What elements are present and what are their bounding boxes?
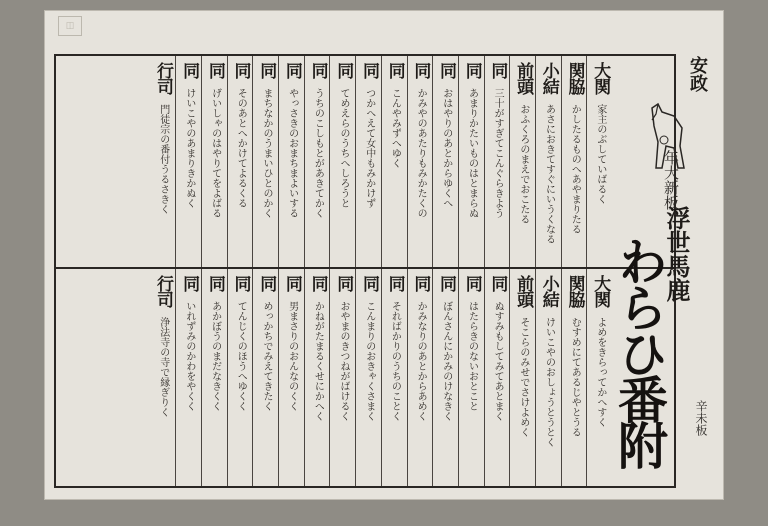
rank-label: 同 xyxy=(281,62,302,78)
ranking-column xyxy=(432,56,458,267)
entry-text: けいこやのあまりきかぬく xyxy=(183,88,195,208)
rank-label: 同 xyxy=(436,275,457,291)
entry-text: よめをきらってかへすく xyxy=(594,317,606,427)
ranking-column xyxy=(586,56,612,267)
ranking-column xyxy=(484,56,510,267)
entry-text: あまりかたいものはとまらぬ xyxy=(466,88,478,218)
rank-label: 前頭 xyxy=(513,275,534,307)
entry-text: あかぼうのまだなきくく xyxy=(209,301,221,411)
rank-label: 同 xyxy=(487,275,508,291)
rank-label: 同 xyxy=(436,62,457,78)
ranking-frame xyxy=(54,54,691,488)
rank-label: 同 xyxy=(256,62,277,78)
entry-text: かねがたまるくせにかへく xyxy=(312,301,324,421)
ranking-column xyxy=(329,56,355,267)
rank-label: 同 xyxy=(487,62,508,78)
rank-label: 同 xyxy=(410,275,431,291)
entry-text: 三十がすぎてこんぐらきよう xyxy=(492,88,504,218)
ranking-column xyxy=(458,56,484,267)
ranking-column xyxy=(561,56,587,267)
entry-text: げいしゃのはやりてをよばる xyxy=(209,88,221,218)
ranking-column xyxy=(509,56,535,267)
entry-text: 家主のぶしていばるく xyxy=(594,104,606,204)
rank-label: 行司 xyxy=(152,62,173,94)
rank-label: 同 xyxy=(307,275,328,291)
ranking-column xyxy=(252,269,278,486)
ranking-column xyxy=(175,269,201,486)
rank-label: 同 xyxy=(358,275,379,291)
ranking-column xyxy=(458,269,484,486)
rank-label: 同 xyxy=(358,62,379,78)
entry-text: 男まさりのおんなのくく xyxy=(286,301,298,411)
rank-label: 関脇 xyxy=(564,62,585,94)
ranking-column xyxy=(252,56,278,267)
rank-label: 同 xyxy=(333,275,354,291)
title-prefix: 浮世馬鹿 xyxy=(662,206,691,302)
ranking-column xyxy=(535,269,561,486)
entry-text: てめえらのうちへしろうと xyxy=(338,88,350,208)
entry-text: かみなりのあとからあめく xyxy=(415,301,427,421)
ranking-column xyxy=(355,56,381,267)
ranking-column xyxy=(484,269,510,486)
ranking-column xyxy=(329,269,355,486)
entry-text: 浄法寺の寺で縁ぎりく xyxy=(157,317,169,417)
entry-text: はたらきのないおとこと xyxy=(466,301,478,411)
top-ranking-row xyxy=(56,56,674,267)
ranking-column xyxy=(150,269,176,486)
entry-text: めっかちでみえてきたく xyxy=(260,301,272,411)
era-label: 安政 xyxy=(687,56,708,92)
ranking-column xyxy=(535,56,561,267)
rank-label: 小結 xyxy=(538,275,559,307)
entry-text: けいこやのおしょうとうとく xyxy=(543,317,555,447)
entry-text: こんまりのおきゃくさまく xyxy=(363,301,375,421)
title-block xyxy=(610,206,691,526)
rank-label: 同 xyxy=(179,62,200,78)
title-main: わらひ番附 xyxy=(610,236,669,466)
entry-text: あさにおきてすぐにいうくなる xyxy=(543,104,555,244)
seal-stamp-icon: ◫ xyxy=(58,16,82,36)
entry-text: うちのこしもとがあきてかく xyxy=(312,88,324,218)
entry-text: そればかりのうちのことく xyxy=(389,301,401,421)
entry-text: つかへえて女中もみかけず xyxy=(363,88,375,208)
entry-text: まちなかのうまいひとのかく xyxy=(260,88,272,218)
rank-label: 同 xyxy=(256,275,277,291)
rank-label: 同 xyxy=(384,62,405,78)
rank-label: 大関 xyxy=(590,62,611,94)
rank-label: 行司 xyxy=(152,275,173,307)
rank-label: 同 xyxy=(230,275,251,291)
rank-label: 関脇 xyxy=(564,275,585,307)
rank-label: 同 xyxy=(204,62,225,78)
entry-text: そこらのみせでさけよめく xyxy=(517,317,529,437)
entry-text: やっさきのおまちまよいする xyxy=(286,88,298,218)
rank-label: 小結 xyxy=(538,62,559,94)
ranking-column xyxy=(175,56,201,267)
rank-label: 同 xyxy=(410,62,431,78)
entry-text: おやまのきつねがばけるく xyxy=(338,301,350,421)
ranking-column xyxy=(278,56,304,267)
ranking-column xyxy=(278,269,304,486)
rank-label: 同 xyxy=(307,62,328,78)
ranking-column xyxy=(381,56,407,267)
entry-text: そのあとへかけてよるくる xyxy=(235,88,247,208)
rank-label: 同 xyxy=(384,275,405,291)
entry-text: こんやみずへゆく xyxy=(389,88,401,168)
ranking-column xyxy=(432,269,458,486)
entry-text: おはやりのあとからゆくへ xyxy=(440,88,452,208)
ranking-column xyxy=(407,269,433,486)
publisher-mark: 辛未板 xyxy=(694,400,708,436)
ranking-column xyxy=(381,269,407,486)
publication-note: 年大新板 xyxy=(662,150,680,210)
entry-text: おふくろのまえでおこたる xyxy=(517,104,529,224)
entry-text: いれずみのかわをやくく xyxy=(183,301,195,411)
ranking-column xyxy=(201,56,227,267)
rank-label: 同 xyxy=(204,275,225,291)
entry-text: てんじくのほうへゆくく xyxy=(235,301,247,411)
ranking-column xyxy=(509,269,535,486)
rank-label: 同 xyxy=(461,275,482,291)
rank-label: 同 xyxy=(333,62,354,78)
rank-label: 同 xyxy=(281,275,302,291)
entry-text: かしたるものへあやまりたる xyxy=(569,104,581,234)
woodblock-sheet xyxy=(44,10,724,500)
entry-text: ぬすみもしてみてあとまく xyxy=(492,301,504,421)
ranking-column xyxy=(561,269,587,486)
horse-illustration-icon xyxy=(644,102,688,174)
bottom-ranking-row xyxy=(56,269,674,486)
ranking-column xyxy=(227,269,253,486)
ranking-column xyxy=(201,269,227,486)
rank-label: 同 xyxy=(230,62,251,78)
entry-text: かみやのあたりもみかたくの xyxy=(415,88,427,218)
ranking-column xyxy=(407,56,433,267)
rank-label: 大関 xyxy=(590,275,611,307)
ranking-column xyxy=(304,269,330,486)
ranking-column xyxy=(586,269,612,486)
ranking-column xyxy=(304,56,330,267)
entry-text: ぼんさんにかみのけなきく xyxy=(440,301,452,421)
ranking-column xyxy=(150,56,176,267)
entry-text: むすめにてあるじやとうる xyxy=(569,317,581,437)
entry-text: 門徒宗の番付うるさきく xyxy=(157,104,169,214)
rank-label: 同 xyxy=(179,275,200,291)
rank-label: 同 xyxy=(461,62,482,78)
ranking-column xyxy=(227,56,253,267)
rank-label: 前頭 xyxy=(513,62,534,94)
ranking-column xyxy=(355,269,381,486)
